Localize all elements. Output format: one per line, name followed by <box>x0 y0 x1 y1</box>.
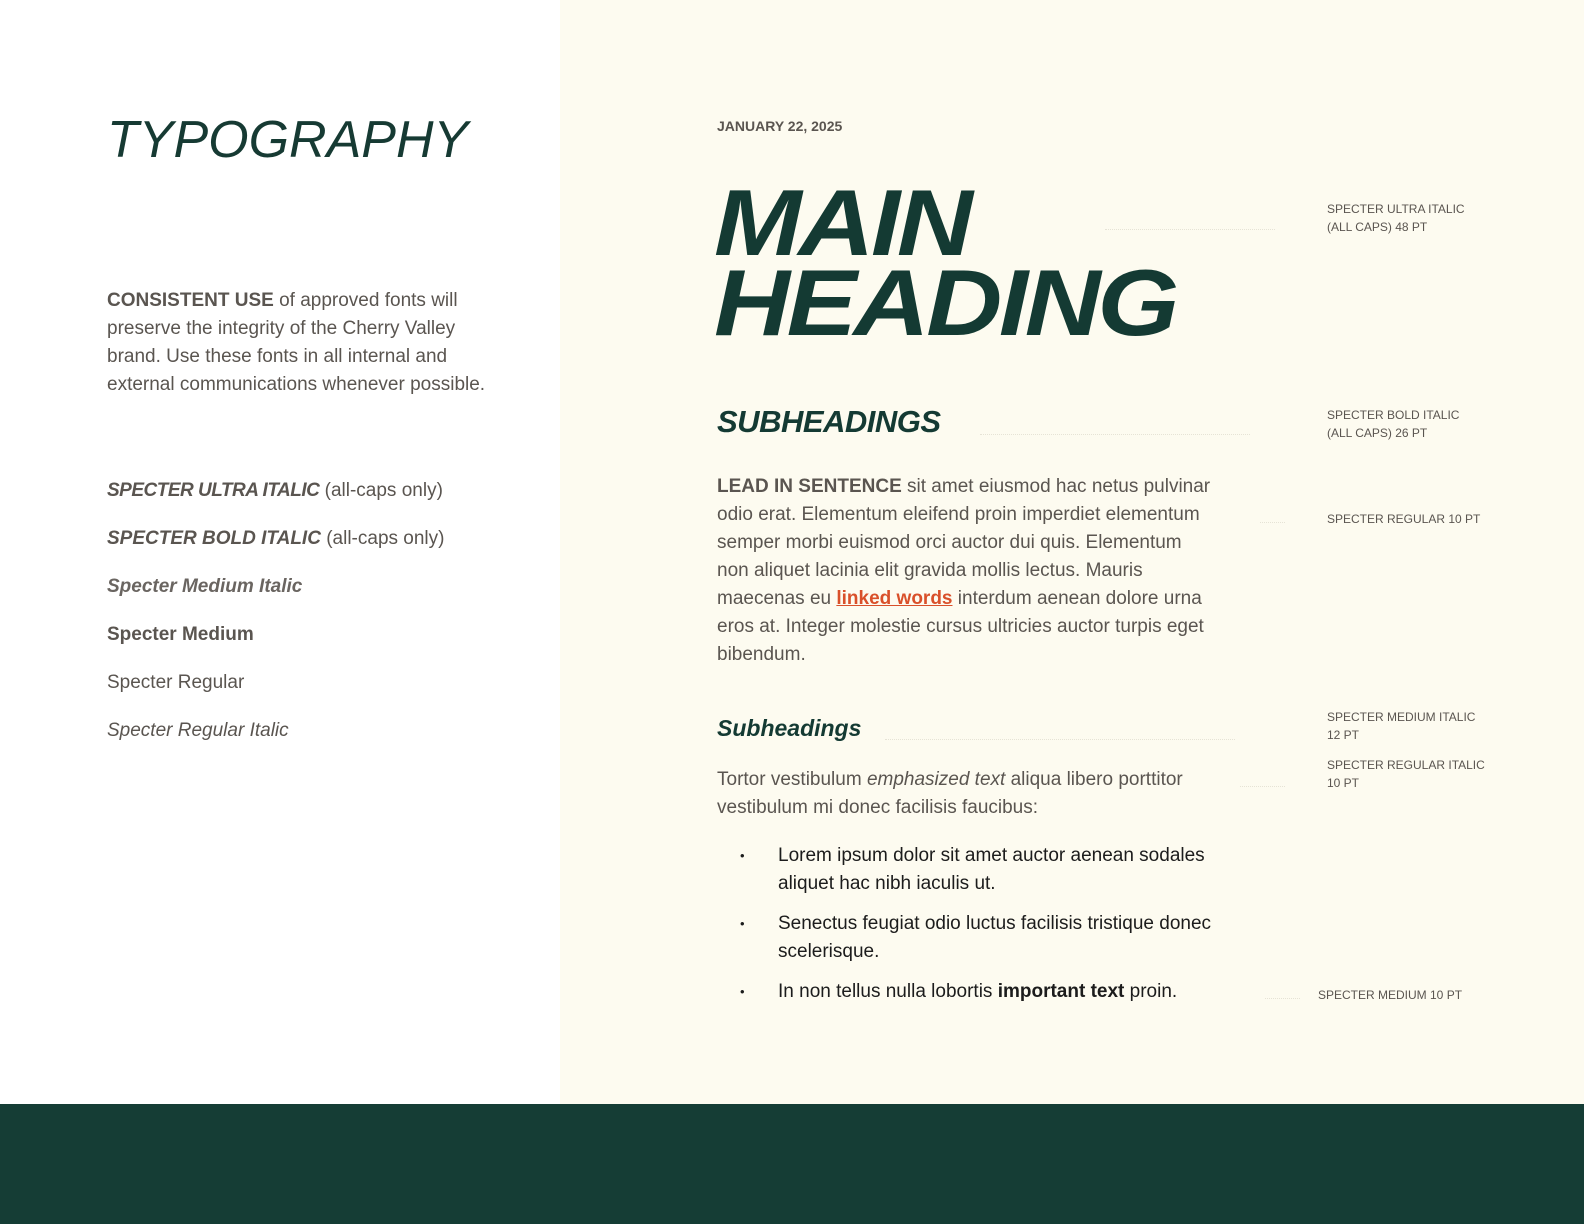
spec-note-bullets: SPECTER MEDIUM 10 PT <box>1318 988 1463 1002</box>
note-line: SPECTER BOLD ITALIC <box>1327 408 1460 422</box>
leader-line <box>1240 786 1285 787</box>
intro-paragraph <box>107 287 487 399</box>
leader-line <box>885 739 1235 740</box>
important-text: important text <box>997 981 1125 1002</box>
font-list <box>107 480 444 768</box>
leader-line <box>1260 522 1285 523</box>
main-heading <box>714 170 1176 355</box>
font-item-medium <box>107 624 444 672</box>
list-item <box>740 978 1240 1006</box>
note-line: 10 PT <box>1327 776 1360 790</box>
list-item: • Senectus feugiat odio luctus facilisis tristique donec scelerisque. <box>740 910 1240 966</box>
lead-paragraph <box>717 473 1217 669</box>
body-paragraph <box>717 766 1237 822</box>
font-name: SPECTER ULTRA ITALIC <box>107 480 320 501</box>
font-item-regular-italic <box>107 720 444 768</box>
spec-note-italic-body <box>1327 756 1485 792</box>
main-heading-line: HEADING <box>714 250 1176 355</box>
intro-text: of approved fonts will preserve the integrity of the Cherry Valley brand. Use these fonts in all internal and external communications whenever possible. <box>107 290 486 395</box>
font-name: SPECTER BOLD ITALIC <box>107 528 321 549</box>
page-title: TYPOGRAPHY <box>107 111 469 169</box>
list-item: • Lorem ipsum dolor sit amet auctor aenean sodales aliquet hac nibh iaculis ut. <box>740 842 1240 898</box>
leader-line <box>1265 998 1300 999</box>
body-text: aliqua libero porttitor vestibulum mi donec facilisis faucibus: <box>717 769 1183 818</box>
font-name: Specter Medium <box>107 624 254 645</box>
font-note: (all-caps only) <box>320 528 445 549</box>
linked-words-link[interactable]: linked words <box>836 588 953 609</box>
note-line: (ALL CAPS) 26 PT <box>1327 426 1428 440</box>
spec-note-subheading-italic <box>1327 708 1475 744</box>
font-item-regular <box>107 672 444 720</box>
font-name: Specter Regular Italic <box>107 720 289 741</box>
left-panel <box>0 0 560 1104</box>
font-note: (all-caps only) <box>319 480 443 501</box>
leader-line <box>980 434 1250 435</box>
lead-text: interdum aenean dolore urna eros at. Integer molestie cursus ultricies auctor turpis eget bibendum. <box>717 588 1204 665</box>
list-text: proin. <box>1124 981 1178 1002</box>
font-name: Specter Regular <box>107 672 245 693</box>
leader-line <box>1105 229 1275 230</box>
footer-band <box>0 1104 1584 1224</box>
subheading-italic: Subheadings <box>717 715 862 741</box>
emphasized-text: emphasized text <box>866 769 1006 790</box>
intro-bold: CONSISTENT USE <box>107 290 274 311</box>
note-line: SPECTER REGULAR ITALIC <box>1327 758 1485 772</box>
lead-bold: LEAD IN SENTENCE <box>717 476 902 497</box>
font-name: Specter Medium Italic <box>107 576 303 597</box>
bullet-list <box>740 842 1240 1018</box>
main-heading-line: MAIN <box>714 170 970 275</box>
spec-note-subheading-caps <box>1327 406 1459 442</box>
font-item-bold-italic <box>107 528 444 576</box>
font-item-ultra-italic <box>107 480 444 528</box>
subheading-caps: SUBHEADINGS <box>717 404 941 439</box>
note-line: SPECTER ULTRA ITALIC <box>1327 202 1465 216</box>
note-line: SPECTER MEDIUM ITALIC <box>1327 710 1476 724</box>
note-line: 12 PT <box>1327 728 1360 742</box>
spec-note-main <box>1327 200 1465 236</box>
spec-note-body: SPECTER REGULAR 10 PT <box>1327 512 1481 526</box>
date: JANUARY 22, 2025 <box>717 118 843 134</box>
lead-text: sit amet eiusmod hac netus pulvinar odio erat. Elementum eleifend proin imperdiet elementum semper morbi euismod orci auctor dui quis. Elementum non aliquet lacinia elit gravida mollis lectus. Mauris maecenas eu <box>717 476 1211 609</box>
list-text: In non tellus nulla lobortis <box>778 981 998 1002</box>
note-line: (ALL CAPS) 48 PT <box>1327 220 1428 234</box>
body-text: Tortor vestibulum <box>717 769 867 790</box>
font-item-medium-italic <box>107 576 444 624</box>
